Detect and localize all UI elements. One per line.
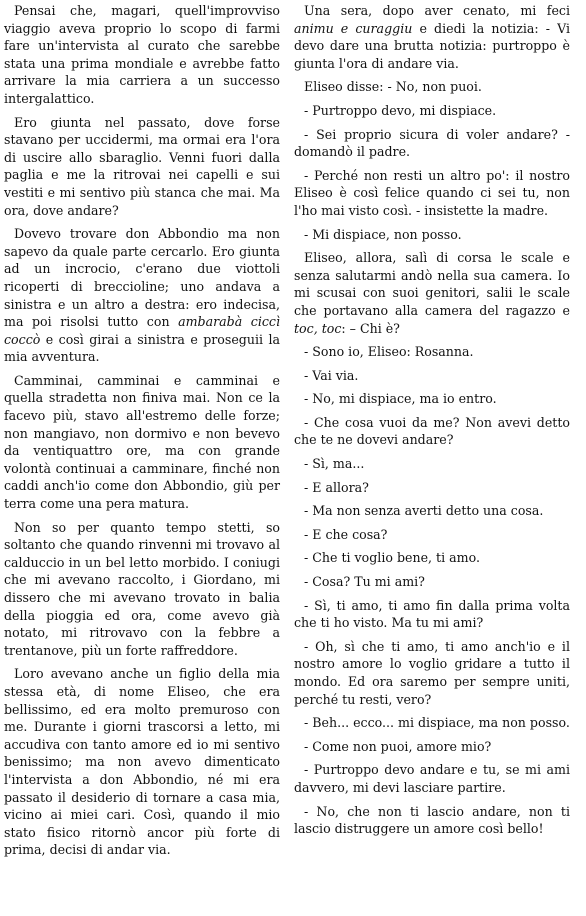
paragraph: - Sì, ti amo, ti amo fin dalla prima volta che ti ho visto. Ma tu mi ami? <box>294 597 570 631</box>
paragraph: - No, che non ti lascio andare, non ti lascio distruggere un amore così bello! <box>294 803 570 837</box>
paragraph: - Che cosa vuoi da me? Non avevi detto che te ne dovevi andare? <box>294 414 570 448</box>
paragraph: Eliseo disse: - No, non puoi. <box>304 79 482 95</box>
paragraph: - Purtroppo devo, mi dispiace. <box>304 102 497 118</box>
paragraph: - No, mi dispiace, ma io entro. <box>304 391 497 407</box>
left-column <box>4 2 280 916</box>
paragraph: Pensai che, magari, quell'improvviso viaggio aveva proprio lo scopo di farmi fare un'intervista al curato che sarebbe stata una prima mondiale e avrebbe fatto arrivare la mia carriera a un successo intergalattico. <box>4 3 280 106</box>
paragraph: - Oh, sì che ti amo, ti amo anch'io e il nostro amore lo voglio gridare a tutto il mondo. Ed ora saremo per sempre uniti, perché tu resti, vero? <box>294 638 570 707</box>
paragraph: - Vai via. <box>304 367 359 383</box>
paragraph: - Cosa? Tu mi ami? <box>304 574 425 590</box>
paragraph: Camminai, camminai e camminai e quella stradetta non finiva mai. Non ce la facevo più, stavo all'estremo delle forze; non mangiavo, non dormivo e non bevevo da ventiquattro ore, ma con grande volontà continuai a camminare, finché non caddi anch'io come don Abbondio, giù per terra come una pera matura. <box>4 372 280 512</box>
paragraph <box>294 249 570 337</box>
paragraph-text: e diedi la notizia: - Vi devo dare una brutta notizia: purtroppo è giunta l'ora di andare via. <box>294 20 570 71</box>
italic-phrase: animu e curaggiu <box>294 20 413 36</box>
paragraph: - E che cosa? <box>304 526 388 542</box>
paragraph: - Che ti voglio bene, ti amo. <box>304 550 480 566</box>
paragraph-text: Dovevo trovare don Abbondio ma non sapevo da quale parte cercarlo. Ero giunta ad un incrocio, c'erano due viottoli ricoperti di breccioline; uno andava a sinistra e un altro a destra: ero indecisa, ma poi risolsi tutto con <box>4 226 280 330</box>
paragraph: - Sei proprio sicura di voler andare? - domandò il padre. <box>294 126 570 160</box>
italic-phrase: ambarabà ciccì coccò <box>4 314 280 347</box>
paragraph: - Purtroppo devo andare e tu, se mi ami davvero, mi devi lasciare partire. <box>294 762 570 795</box>
paragraph: - Ma non senza averti detto una cosa. <box>304 503 544 519</box>
paragraph-text: Eliseo, allora, salì di corsa le scale e senza salutarmi andò nella sua camera. Io mi scusai con suoi genitori, salii le scale che portavano alla camera del ragazzo e <box>294 250 570 318</box>
paragraph <box>4 225 280 366</box>
paragraph: Loro avevano anche un figlio della mia stessa età, di nome Eliseo, che era bellissimo, ed era molto premuroso con me. Durante i giorni trascorsi a letto, mi accudiva con tanto amore ed io mi sentivo benissimo; ma non avevo dimenticato l'intervista a don Abbondio, né mi era passato il desiderio di tornare a casa mia, vicino ai miei cari. Così, quando il mio stato fisico ritornò ancor più forte di prima, decisi di andar via. <box>4 666 280 858</box>
paragraph: - Come non puoi, amore mio? <box>304 738 492 754</box>
right-column <box>294 2 570 916</box>
italic-phrase: toc, toc <box>294 320 342 336</box>
paragraph: Ero giunta nel passato, dove forse stavano per uccidermi, ma ormai era l'ora di uscire allo sbaraglio. Venni fuori dalla paglia e me la ritrovai nei capelli e sui vestiti e mi sentivo più stanca che mai. Ma ora, dove andare? <box>4 114 280 218</box>
paragraph-text: : – Chi è? <box>341 320 400 336</box>
paragraph <box>294 2 570 72</box>
paragraph: - Beh... ecco... mi dispiace, ma non posso. <box>304 715 570 731</box>
paragraph: - Sì, ma... <box>304 456 365 472</box>
paragraph: - Sono io, Eliseo: Rosanna. <box>304 344 474 360</box>
paragraph: Non so per quanto tempo stetti, so soltanto che quando rinvenni mi trovavo al calduccio in un bel letto morbido. I coniugi che mi avevano raccolto, i Giordano, mi dissero che mi avevano trovato in balia della pioggia ed ora, come avevo già notato, mi ritrovavo con la febbre a trentanove, più un forte raffreddore. <box>4 519 280 658</box>
paragraph: - Perché non resti un altro po': il nostro Eliseo è così felice quando ci sei tu, non l'ho mai visto così. - insistette la madre. <box>294 167 570 218</box>
paragraph-text: e così girai a sinistra e proseguii la mia avventura. <box>4 331 280 365</box>
paragraph-text: Una sera, dopo aver cenato, mi feci <box>304 3 570 18</box>
paragraph: - Mi dispiace, non posso. <box>304 226 462 242</box>
paragraph: - E allora? <box>304 479 369 495</box>
